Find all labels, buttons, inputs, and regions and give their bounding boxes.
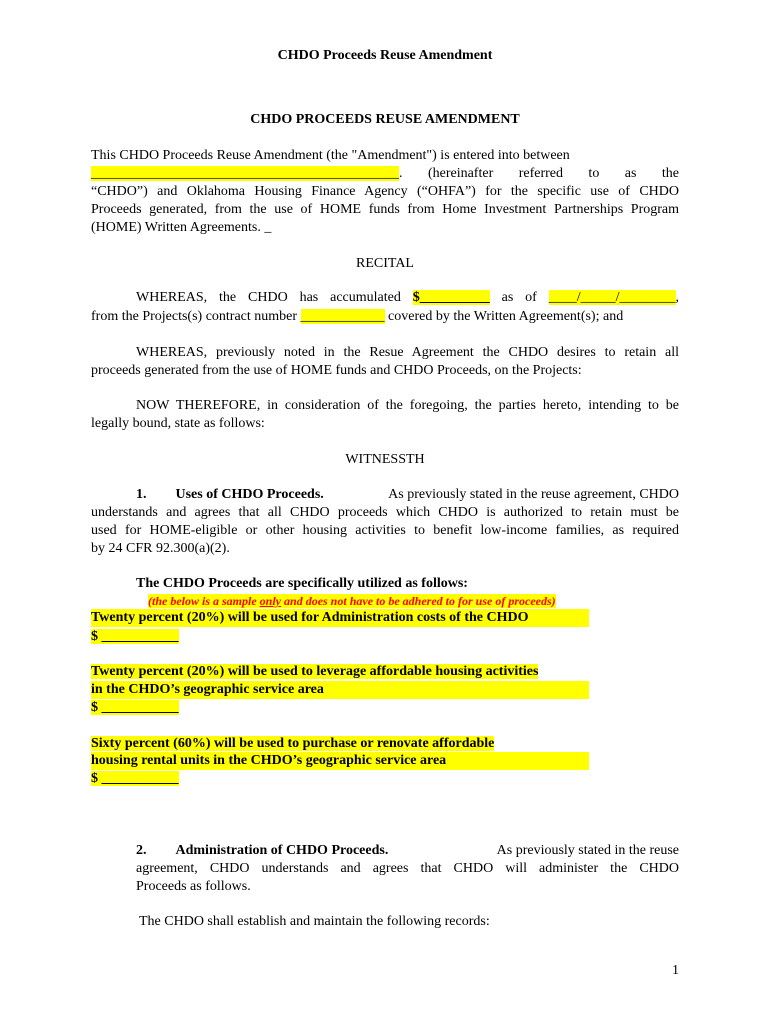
intro-line-2: ____________________________________________. (hereinafter referred to as the	[91, 166, 679, 181]
section2-line-3: Proceeds as follows.	[136, 879, 251, 894]
section1-line-1: 1. Uses of CHDO Proceeds. As previously stated in the reuse agreement, CHDO	[136, 487, 679, 502]
use2-line-2: in the CHDO’s geographic service area	[91, 682, 324, 697]
running-header: CHDO Proceeds Reuse Amendment	[277, 48, 493, 63]
section2-title: Administration of CHDO Proceeds.	[175, 843, 389, 858]
accumulated-amount-blank: $__________	[412, 290, 490, 305]
section1-line-3: used for HOME-eligible or other housing activities to benefit low-income families, as required	[91, 523, 679, 538]
use3-line-2: housing rental units in the CHDO’s geographic service area	[91, 753, 447, 768]
whereas2-line-1: WHEREAS, previously noted in the Resue Agreement the CHDO desires to retain all	[136, 345, 679, 360]
use2-line-1: Twenty percent (20%) will be used to leverage affordable housing activities	[91, 664, 539, 679]
section2-number: 2.	[136, 843, 147, 858]
section1-title: Uses of CHDO Proceeds.	[175, 487, 324, 502]
records-line: The CHDO shall establish and maintain the following records:	[139, 914, 490, 929]
party-name-blank: ____________________________________________	[91, 166, 399, 181]
section1-number: 1.	[136, 487, 147, 502]
use3-line-1: Sixty percent (60%) will be used to purchase or renovate affordable	[91, 736, 495, 751]
witnesseth-heading: WITNESSTH	[345, 452, 425, 467]
whereas1-line-1: WHEREAS, the CHDO has accumulated $__________ as of ____/_____/________,	[136, 290, 679, 305]
use1-amount: $ ___________	[91, 629, 179, 644]
recital-heading: RECITAL	[356, 256, 414, 271]
section2-line-2: agreement, CHDO understands and agrees that CHDO will administer the CHDO	[136, 861, 679, 876]
now-therefore-line-2: legally bound, state as follows:	[91, 416, 265, 431]
section1-line-2: understands and agrees that all CHDO proceeds which CHDO is authorized to retain must be	[91, 505, 679, 520]
section1-line-4: by 24 CFR 92.300(a)(2).	[91, 541, 230, 556]
date-blank: ____/_____/________	[548, 290, 676, 305]
sample-note: (the below is a sample only and does not have to be adhered to for use of proceeds)	[148, 594, 556, 608]
use3-amount: $ ___________	[91, 771, 179, 786]
document-title: CHDO PROCEEDS REUSE AMENDMENT	[250, 112, 520, 127]
use2-amount: $ ___________	[91, 700, 179, 715]
use1-line-1: Twenty percent (20%) will be used for Administration costs of the CHDO	[91, 610, 529, 625]
intro-line-4: Proceeds generated, from the use of HOME funds from Home Investment Partnerships Program	[91, 202, 679, 217]
utilized-heading: The CHDO Proceeds are specifically utilized as follows:	[136, 576, 468, 591]
intro-line-5: (HOME) Written Agreements. _	[91, 220, 272, 235]
now-therefore-line-1: NOW THEREFORE, in consideration of the foregoing, the parties hereto, intending to be	[136, 398, 679, 413]
whereas2-line-2: proceeds generated from the use of HOME funds and CHDO Proceeds, on the Projects:	[91, 363, 582, 378]
whereas1-line-2: from the Projects(s) contract number ____________ covered by the Written Agreement(s); and	[91, 309, 624, 324]
page-number: 1	[672, 963, 679, 978]
section2-line-1: 2. Administration of CHDO Proceeds. As previously stated in the reuse	[136, 843, 679, 858]
intro-line-1: This CHDO Proceeds Reuse Amendment (the "Amendment") is entered into between	[91, 148, 570, 163]
contract-number-blank: ____________	[300, 309, 385, 324]
intro-line-3: “CHDO”) and Oklahoma Housing Finance Agency (“OHFA”) for the specific use of CHDO	[91, 184, 679, 199]
